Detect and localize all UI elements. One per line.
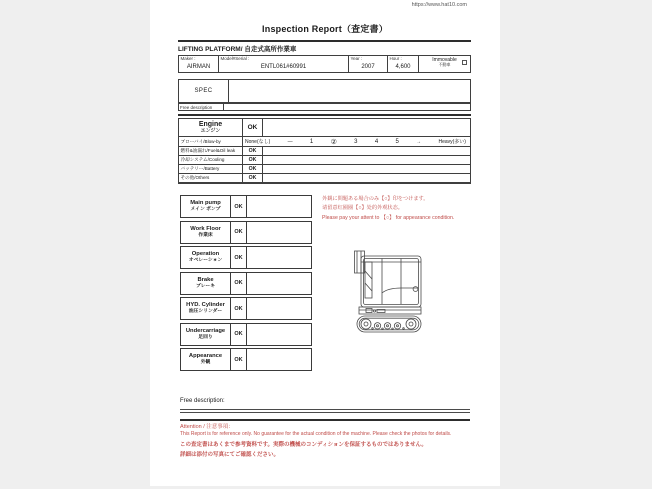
operation-label-jp: オペレーション [188,258,223,264]
brake-status: OK [231,273,247,294]
hour-cell [388,56,419,72]
section-brake [180,272,312,295]
attention-text-en: This Report is for reference only. No guarantee for the actual condition of the machine. Please check the photos for details. [180,431,452,437]
free-description-label: Free description [179,104,224,110]
battery-label: バッテリー/Battery [179,165,243,173]
model-serial-cell [219,56,349,72]
appearance-notes [247,349,311,370]
undercarriage-label-en: Undercarriage [185,327,226,334]
fuel-oil-leak-status: OK [243,147,263,155]
hour-label: Hour : [389,56,402,61]
hyd-cylinder-status: OK [231,298,247,319]
main-pump-notes [247,196,311,217]
engine-header-row [179,119,470,136]
appearance-note-cn: 请留意红圈圈【○】处的外观状态。 [322,205,403,212]
footer-free-description-label: Free description: [180,398,225,404]
blowby-scale-5: 5 [395,138,399,145]
document-page [150,0,500,486]
inspection-sections [180,195,312,371]
blowby-scale-3: 3 [354,138,358,145]
main-pump-status: OK [231,196,247,217]
model-serial-value: ENTL061#60991 [260,63,307,70]
blowby-scale-2-selected: ② [330,138,337,146]
blowby-scale-dash: — [287,138,293,145]
spec-value-area [229,80,470,102]
work-floor-status: OK [231,222,247,243]
blowby-scale-heavy: Heavy(多い) [438,139,466,145]
operation-label-en: Operation [191,251,220,258]
hyd-cylinder-notes [247,298,311,319]
machine-category-title: LIFTING PLATFORM/ 自走式高所作業車 [178,46,297,53]
cooling-notes [263,156,470,164]
year-cell [349,56,388,72]
blowby-scale-none: None(なし) [245,139,271,145]
blowby-scale-arrow: → [416,138,422,145]
undercarriage-notes [247,324,311,345]
hyd-cylinder-label-en: HYD. Cylinder [186,302,225,309]
fuel-oil-leak-notes [263,147,470,155]
engine-title-jp: エンジン [200,127,221,134]
attention-text-jp2: 詳細は添付の写真にてご確認ください。 [180,452,280,458]
page-url: https://www.hat10.com [411,2,467,8]
main-pump-label-jp: メイン ポンプ [190,207,221,213]
blowby-scale-1: 1 [309,138,314,145]
fuel-oil-leak-label: 燃料&油漏れ/Fuel&Oil leak [179,147,243,155]
immovable-label-jp: 不動車 [438,62,451,68]
cooling-label: 冷却システム/Cooling [179,156,243,164]
appearance-status: OK [231,349,247,370]
work-floor-label-en: Work Floor [190,225,221,232]
spec-box [178,79,471,103]
operation-notes [247,247,311,268]
engine-status: OK [243,119,263,136]
maker-cell [179,56,219,72]
scissor-lift-side-view-drawing [353,249,427,334]
battery-notes [263,165,470,173]
maker-label: Maker : [180,56,196,61]
engine-row-blowby [179,136,470,146]
section-work-floor [180,221,312,244]
model-serial-label: Model#Serial : [220,56,250,61]
blowby-label: ブローバイ/Blow-by [179,137,243,146]
blowby-scale [243,137,470,146]
engine-row-cooling [179,155,470,164]
free-description-line-1 [180,409,470,410]
machine-info-table [178,55,471,73]
hyd-cylinder-label-jp: 油圧シリンダー [188,309,223,315]
brake-label-en: Brake [197,276,214,283]
section-divider [178,114,471,116]
engine-row-battery [179,164,470,173]
main-pump-label-en: Main pump [190,200,221,207]
attention-text-jp1: この査定書はあくまで参考資料です。実際の機械のコンディションを保証するものではありません。 [180,442,427,448]
hour-value: 4,600 [395,63,411,70]
work-floor-label-jp: 作業床 [198,232,213,238]
appearance-label-en: Appearance [188,353,223,360]
work-floor-notes [247,222,311,243]
report-title: Inspection Report（査定書） [262,24,388,34]
immovable-cell [419,56,470,72]
engine-title-en: Engine [198,120,223,128]
free-description-line-2 [180,412,470,413]
blowby-scale-4: 4 [374,138,379,145]
section-operation [180,246,312,269]
brake-label-jp: ブレーキ [196,283,215,289]
appearance-note-en: Please pay your attent to 【○】 for appearance condition. [322,214,455,221]
cooling-status: OK [243,156,263,164]
engine-row-fuel-oil-leak [179,146,470,155]
attention-title: Attention / 注意事項： [180,424,234,430]
engine-title-cell [179,119,243,136]
appearance-note-jp: 外観に問題ある場合のみ【○】印をつけます。 [322,196,429,202]
undercarriage-label-jp: 足回り [198,334,213,340]
undercarriage-status: OK [231,324,247,345]
section-hyd-cylinder [180,297,312,320]
others-status: OK [243,174,263,182]
spec-label: SPEC [179,80,229,102]
operation-status: OK [231,247,247,268]
appearance-label-jp: 外観 [200,360,211,366]
immovable-checkbox [462,60,467,65]
engine-header-notes [263,119,470,136]
footer-divider [180,419,470,421]
free-description-row [178,103,471,111]
title-divider [178,40,471,42]
immovable-label: Immovable [432,56,457,63]
year-value: 2007 [361,63,375,70]
maker-value: AIRMAN [186,63,211,70]
battery-status: OK [243,165,263,173]
section-appearance [180,348,312,371]
others-notes [263,174,470,182]
section-undercarriage [180,323,312,346]
section-main-pump [180,195,312,218]
others-label: その他/Others [179,174,243,182]
brake-notes [247,273,311,294]
appearance-note [322,195,474,223]
engine-row-others [179,173,470,182]
engine-table [178,118,471,184]
year-label: Year : [350,56,363,61]
free-description-value-area [224,104,470,110]
